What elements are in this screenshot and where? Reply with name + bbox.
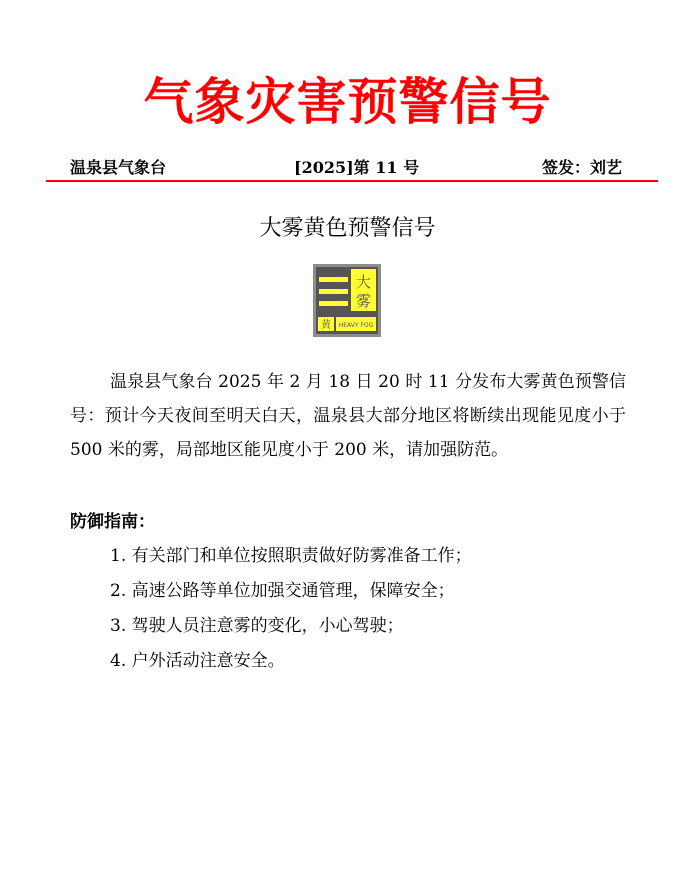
guidance-list [110, 539, 630, 679]
icon-char-1: 大 [355, 273, 372, 291]
document-number: [2025]第 11 号 [294, 158, 420, 177]
heavy-fog-yellow-warning-icon [313, 264, 381, 337]
guidance-item: 3. 驾驶人员注意雾的变化，小心驾驶； [110, 616, 404, 636]
guidance-item: 2. 高速公路等单位加强交通管理，保障安全； [110, 581, 455, 601]
icon-english-label: HEAVY FOG [338, 322, 374, 329]
icon-char-2: 雾 [355, 292, 372, 310]
warning-body-text: 温泉县气象台 2025 年 2 月 18 日 20 时 11 分发布大雾黄色预警信号：预计今天夜间至明天白天，温泉县大部分地区将断续出现能见度小于 500 米的雾，局部地区能见度小于 200 米，请加强防范。 [70, 372, 626, 460]
red-divider-line [46, 180, 658, 182]
guidance-item: 1. 有关部门和单位按照职责做好防雾准备工作； [110, 546, 472, 566]
document-meta-row [70, 157, 622, 179]
guidance-title: 防御指南： [70, 512, 155, 532]
guidance-item: 4. 户外活动注意安全。 [110, 651, 285, 671]
issuer-name: 温泉县气象台 [70, 158, 167, 177]
document-header-title: 气象灾害预警信号 [143, 72, 552, 131]
warning-title: 大雾黄色预警信号 [259, 216, 436, 241]
icon-level-char: 黄 [321, 320, 331, 331]
signer-name: 签发：刘艺 [541, 158, 622, 177]
